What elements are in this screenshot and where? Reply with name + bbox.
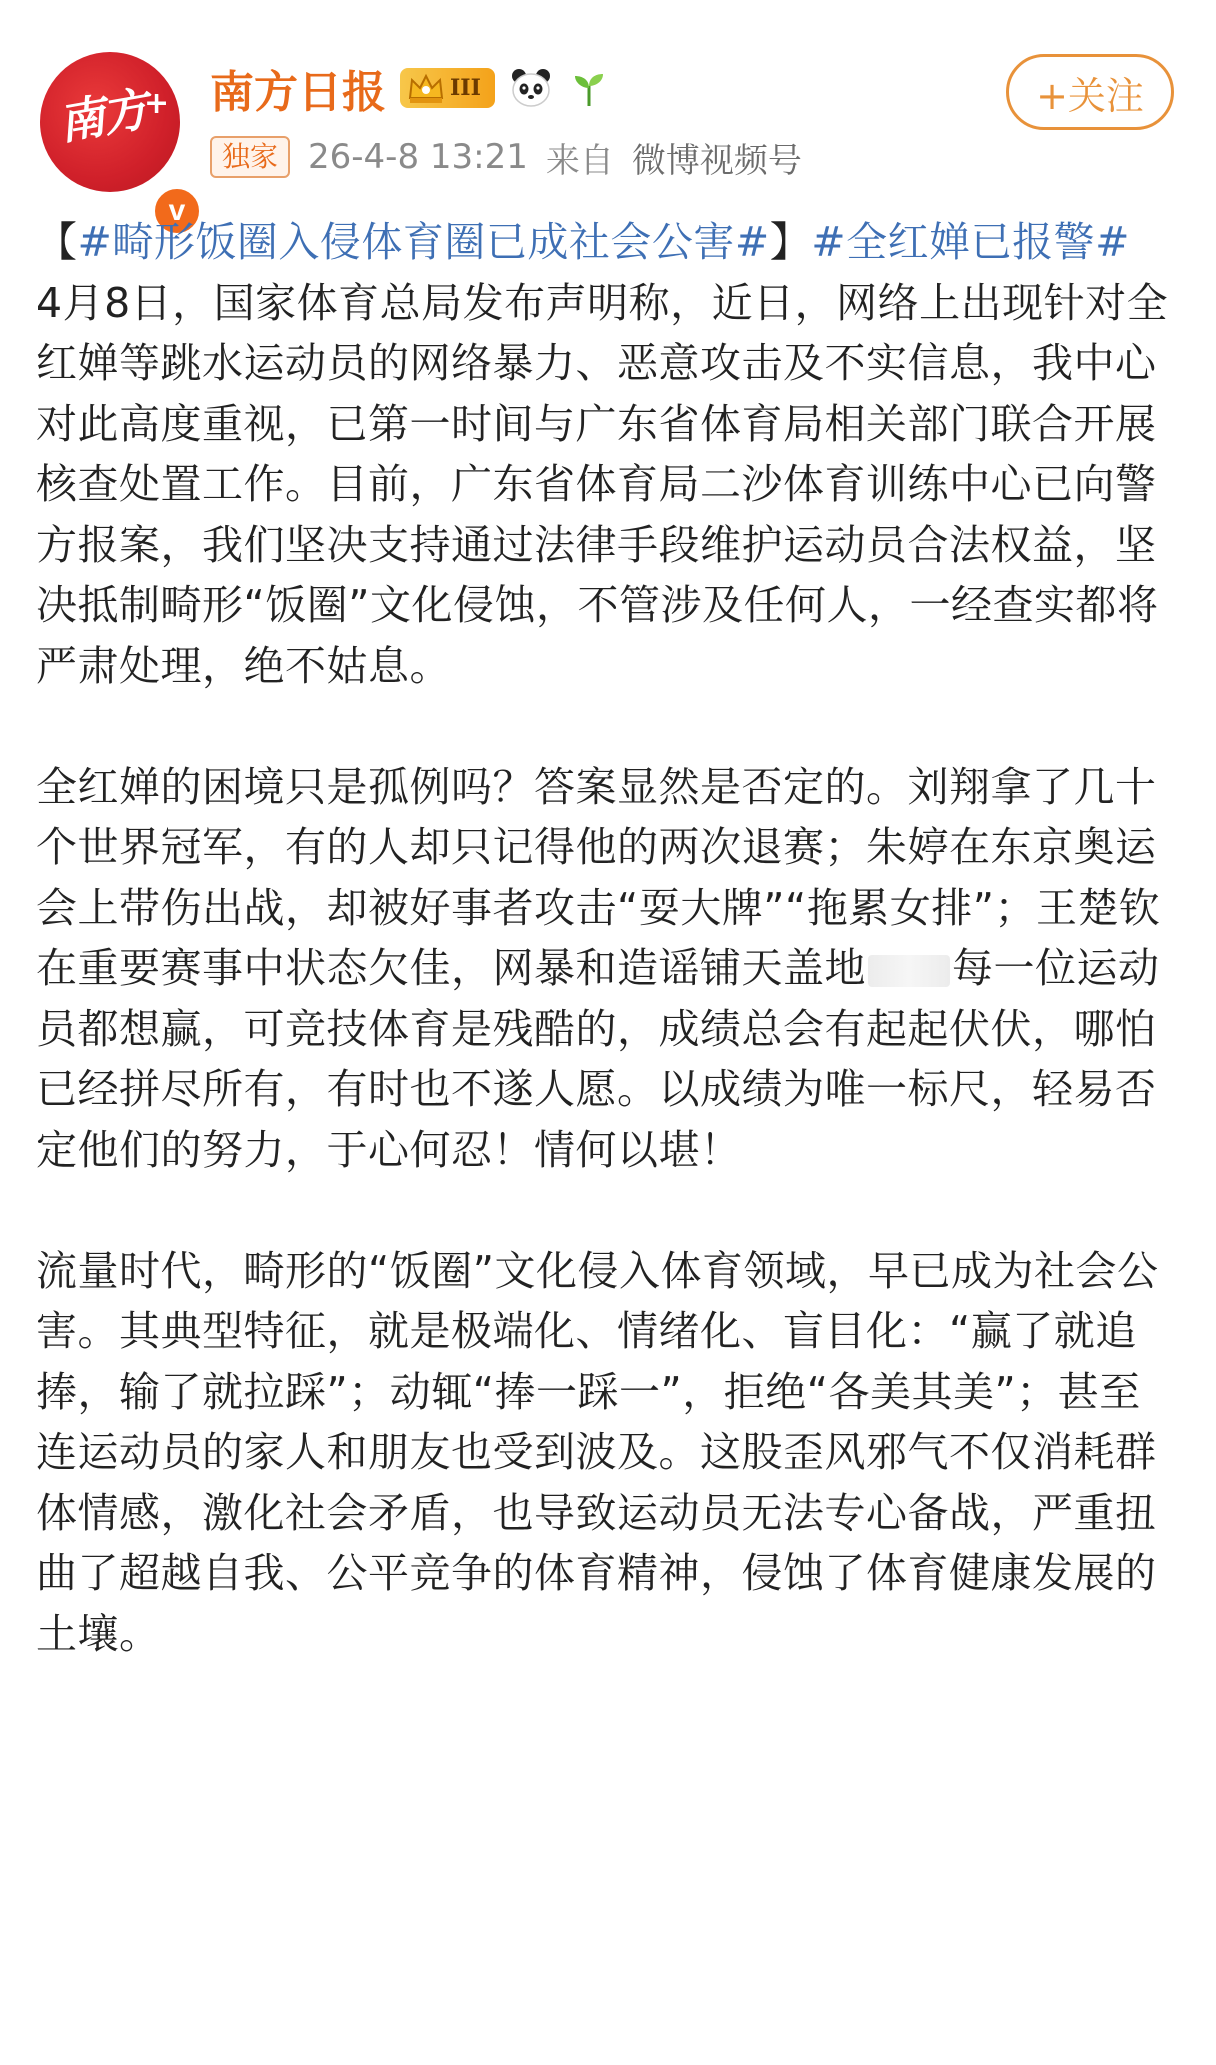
- sprout-icon[interactable]: [567, 66, 611, 110]
- post-header: [0, 0, 1216, 227]
- headline-close-bracket: 】: [769, 218, 812, 266]
- verified-icon: v: [152, 186, 202, 236]
- post-body: [36, 212, 1176, 1664]
- post-paragraph-2-part-1: 全红婵的困境只是孤例吗？答案显然是否定的。刘翔拿了几十个世界冠军，有的人却只记得他的两次退赛；朱婷在东京奥运会上带伤出战，却被好事者攻击“耍大牌”“拖累女排”；王楚钦在重要赛事中状态欠佳，网暴和造谣铺天盖地: [36, 762, 1161, 992]
- panda-icon[interactable]: [509, 66, 553, 110]
- hashtag-link[interactable]: #全红婵已报警#: [811, 218, 1130, 266]
- source-prefix: 来自: [545, 140, 614, 181]
- post-paragraph-2-part-2: 每一位运动员都想赢，可竞技体育是残酷的，成绩总会有起起伏伏，哪怕已经拼尽所有，有时也不遂人愿。以成绩为唯一标尺，轻易否定他们的努力，于心何忍！情何以堪！: [36, 944, 1160, 1174]
- post-paragraph-3: 流量时代，畸形的“饭圈”文化侵入体育领域，早已成为社会公害。其典型特征，就是极端化、情绪化、盲目化：“赢了就追捧，输了就拉踩”；动辄“捧一踩一”，拒绝“各美其美”；甚至连运动员的家人和朋友也受到波及。这股歪风邪气不仅消耗群体情感，激化社会矛盾，也导致运动员无法专心备战，严重扭曲了超越自我、公平竞争的体育精神，侵蚀了体育健康发展的土壤。: [36, 1246, 1159, 1658]
- follow-button[interactable]: +关注: [1006, 54, 1174, 130]
- post-headline: [36, 212, 1176, 273]
- crown-icon: [406, 68, 446, 108]
- hashtag-link[interactable]: #畸形饭圈入侵体育圈已成社会公害#: [77, 218, 770, 266]
- vip-level-badge[interactable]: [400, 68, 495, 108]
- headline-open-bracket: 【: [36, 218, 78, 266]
- account-name[interactable]: 南方日报: [210, 67, 386, 118]
- post-paragraph-2: [36, 757, 1176, 1181]
- redacted-emoji: [868, 955, 950, 987]
- post-meta: [210, 132, 802, 182]
- vip-level-label: III: [450, 75, 481, 101]
- paragraph-spacer: [36, 696, 1176, 757]
- name-row: [210, 58, 611, 118]
- post-paragraph-1: 4月8日，国家体育总局发布声明称，近日，网络上出现针对全红婵等跳水运动员的网络暴力、恶意攻击及不实信息，我中心对此高度重视，已第一时间与广东省体育局相关部门联合开展核查处置工作。目前，广东省体育局二沙体育训练中心已向警方报案，我们坚决支持通过法律手段维护运动员合法权益，坚决抵制畸形“饭圈”文化侵蚀，不管涉及任何人，一经查实都将严肃处理，绝不姑息。: [36, 278, 1169, 690]
- source-link[interactable]: 微博视频号: [631, 140, 802, 181]
- exclusive-tag: 独家: [210, 136, 290, 178]
- paragraph-spacer: [36, 1180, 1176, 1241]
- avatar-logo-plus: +: [144, 86, 170, 121]
- avatar-logo-text: 南方: [54, 81, 151, 151]
- post-timestamp: 26-4-8 13:21: [308, 137, 528, 177]
- avatar[interactable]: [40, 52, 186, 227]
